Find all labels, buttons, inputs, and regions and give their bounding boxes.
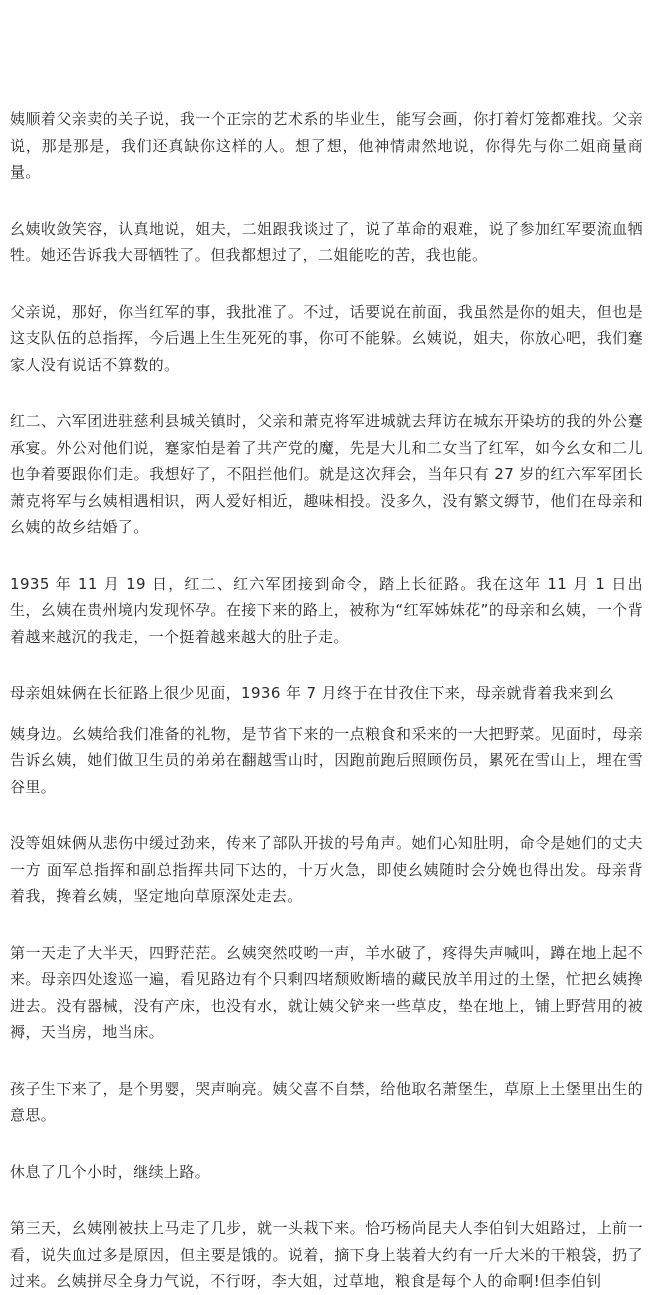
paragraph-12: 第三天，幺姨刚被扶上马走了几步，就一头栽下来。恰巧杨尚昆夫人李伯钊大姐路过，上前一看，说失血过多是原因，但主要是饿的。说着，摘下身上装着大约有一斤大米的干粮袋，扔了过来。幺姨拼尽全身力气说，不行呀，李大姐，过草地，粮食是每个人的命啊!但李伯钊	[10, 1219, 643, 1290]
paragraph-1: 姨顺着父亲卖的关子说，我一个正宗的艺术系的毕业生，能写会画，你打着灯笼都难找。父亲说，那是那是，我们还真缺你这样的人。想了想，他神情肃然地说，你得先与你二姐商量商量。	[10, 110, 643, 181]
paragraph-9: 第一天走了大半天，四野茫茫。幺姨突然哎哟一声，羊水破了，疼得失声喊叫，蹲在地上起不来。母亲四处逡巡一遍，看见路边有个只剩四堵颓败断墙的藏民放羊用过的土堡，忙把幺姨搀进去。没有器械，没有产床，也没有水，就让姨父铲来一些草皮，垫在地上，铺上野营用的被褥，天当房，地当床。	[10, 943, 643, 1041]
paragraph-8: 没等姐妹俩从悲伤中缓过劲来，传来了部队开拔的号角声。她们心知肚明，命令是她们的丈夫一方 面军总指挥和副总指挥共同下达的，十万火急，即使幺姨随时会分娩也得出发。母亲背着我，搀着幺姨，坚定地向草原深处走去。	[10, 834, 643, 905]
paragraph-5: 1935 年 11 月 19 日，红二、红六军团接到命令，踏上长征路。我在这年 11 月 1 日出生，幺姨在贵州境内发现怀孕。在接下来的路上，被称为“红军姊妹花”的母亲和幺姨，一个背着越来越沉的我走，一个挺着越来越大的肚子走。	[10, 574, 643, 646]
paragraph-7: 姨身边。幺姨给我们准备的礼物，是节省下来的一点粮食和采来的一大把野菜。见面时，母亲告诉幺姨，她们做卫生员的弟弟在翻越雪山时，因跑前跑后照顾伤员，累死在雪山上，埋在雪谷里。	[10, 724, 643, 796]
paragraph-6: 母亲姐妹俩在长征路上很少见面，1936 年 7 月终于在甘孜住下来，母亲就背着我来到幺	[10, 684, 615, 702]
paragraph-2: 幺姨收敛笑容，认真地说，姐夫，二姐跟我谈过了，说了革命的艰难，说了参加红军要流血牺牲。她还告诉我大哥牺牲了。但我都想过了，二姐能吃的苦，我也能。	[10, 219, 643, 264]
paragraph-11: 休息了几个小时，继续上路。	[10, 1162, 211, 1181]
paragraph-3: 父亲说，那好，你当红军的事，我批准了。不过，话要说在前面，我虽然是你的姐夫，但也是这支队伍的总指挥，今后遇上生生死死的事，你可不能躲。幺姨说，姐夫，你放心吧，我们蹇家人没有说话不算数的。	[10, 302, 643, 374]
paragraph-4: 红二、六军团进驻慈利县城关镇时，父亲和萧克将军进城就去拜访在城东开染坊的我的外公蹇承宴。外公对他们说，蹇家怕是着了共产党的魔，先是大儿和二女当了红军，如今幺女和二儿也争着要跟你们走。我想好了，不阻拦他们。就是这次拜会，当年只有 27 岁的红六军军团长萧克将军与幺姨相遇相识，两人爱好相近，趣味相投。没多久，没有繁文缛节，他们在母亲和幺姨的故乡结婚了。	[10, 412, 643, 536]
paragraph-10: 孩子生下来了，是个男婴，哭声响亮。姨父喜不自禁，给他取名萧堡生，草原上土堡里出生的意思。	[10, 1079, 643, 1124]
